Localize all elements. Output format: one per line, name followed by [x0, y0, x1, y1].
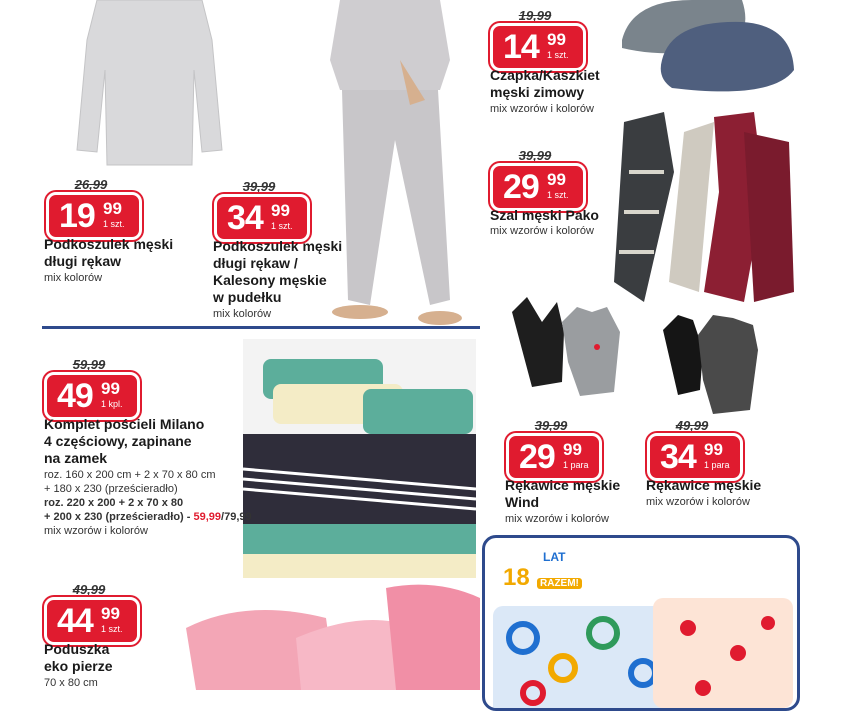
name-line: długi rękaw	[44, 253, 122, 269]
product-name-cap	[490, 67, 600, 101]
price-box	[490, 163, 586, 211]
product-note: mix wzorów i kolorów	[490, 225, 594, 237]
price-main: 14	[503, 28, 539, 66]
product-name-scarf	[490, 207, 599, 224]
old-price: 19,99	[518, 8, 552, 23]
note-line: roz. 160 x 200 cm + 2 x 70 x 80 cm	[44, 469, 216, 481]
caps-image	[612, 0, 802, 108]
price-cents: 99	[547, 30, 566, 49]
name-line: Rękawice męskie	[646, 477, 762, 493]
product-note: 70 x 80 cm	[44, 677, 98, 689]
price-main: 29	[503, 168, 539, 206]
name-line: Poduszka	[44, 641, 110, 657]
price-cents: 99	[271, 201, 290, 220]
price-unit: 1 szt.	[547, 50, 569, 60]
product-note: mix kolorów	[213, 308, 272, 320]
name-line: Szal męski Pako	[490, 207, 599, 223]
note-bold: roz. 220 x 200 + 2 x 70 x 80	[44, 497, 184, 509]
price-cents: 99	[101, 604, 120, 623]
product-notes-bedding	[44, 468, 252, 538]
price-cents: 99	[101, 379, 120, 398]
scarves-image	[604, 112, 804, 308]
note-line: + 200 x 230 (prześcieradło) - 59,99/79,99	[44, 511, 252, 523]
price-unit: 1 para	[563, 460, 589, 470]
note-line	[44, 496, 252, 510]
product-note: mix kolorów	[44, 272, 103, 284]
old-price: 26,99	[74, 177, 108, 192]
price-main: 49	[57, 377, 93, 415]
alt-price: 59,99	[193, 511, 222, 523]
price-box	[44, 597, 140, 645]
name-line: Rękawice męskie	[505, 477, 621, 493]
name-line: męski zimowy	[490, 84, 585, 100]
price-box	[647, 433, 743, 481]
price-cents: 99	[563, 440, 582, 459]
product-note: mix wzorów i kolorów	[490, 103, 594, 115]
note-line: + 180 x 230 (prześcieradło)	[44, 483, 178, 495]
price-main: 29	[519, 438, 555, 476]
price-box	[46, 192, 142, 240]
promo-panel	[482, 535, 800, 711]
alt-old-price: 79,99	[224, 511, 252, 523]
price-main: 44	[57, 602, 93, 640]
name-line: Podkoszulek męski	[213, 238, 343, 254]
price-unit: 1 szt.	[271, 221, 293, 231]
name-line: na zamek	[44, 450, 108, 466]
product-note: mix wzorów i kolorów	[505, 513, 609, 525]
badge-razem: RAZEM!	[537, 578, 582, 589]
badge-lat: LAT	[543, 550, 566, 564]
price-box	[490, 23, 586, 71]
product-note: mix wzorów i kolorów	[646, 496, 750, 508]
old-price: 49,99	[72, 582, 106, 597]
price-box	[506, 433, 602, 481]
price-unit: 1 kpl.	[101, 399, 123, 409]
price-main: 19	[59, 197, 95, 235]
note-line: mix wzorów i kolorów	[44, 525, 148, 537]
old-price: 39,99	[518, 148, 552, 163]
decor-pillows-image	[493, 598, 793, 708]
gloves-wind-image	[502, 292, 628, 396]
price-box	[44, 372, 140, 420]
price-cents: 99	[547, 170, 566, 189]
name-line: Czapka/Kaszkiet	[490, 67, 600, 83]
name-line: 4 częściowy, zapinane	[44, 433, 192, 449]
product-name-bedding	[44, 416, 204, 467]
undershirt-image	[62, 0, 237, 168]
note-bold: + 200 x 230 (prześcieradło) -	[44, 511, 191, 523]
old-price: 39,99	[242, 179, 276, 194]
price-box	[214, 194, 310, 242]
old-price: 59,99	[72, 357, 106, 372]
product-name-pillow	[44, 641, 112, 675]
product-name-undershirt	[44, 236, 173, 270]
name-line: Kalesony męskie	[213, 272, 327, 288]
old-price: 39,99	[534, 418, 568, 433]
price-cents: 99	[704, 440, 723, 459]
name-line: Podkoszulek męski	[44, 236, 174, 252]
pillows-image	[186, 578, 480, 690]
product-name-gloves	[646, 477, 761, 494]
name-line: w pudełku	[213, 289, 282, 305]
price-main: 34	[660, 438, 696, 476]
name-line: Komplet pościeli Milano	[44, 416, 205, 432]
gloves-image	[658, 310, 768, 414]
price-unit: 1 para	[704, 460, 730, 470]
bedding-image	[243, 339, 476, 578]
name-line: długi rękaw /	[213, 255, 298, 271]
section-divider	[42, 326, 480, 329]
price-unit: 1 szt.	[103, 219, 125, 229]
name-line: Wind	[505, 494, 540, 510]
product-name-gloves-wind	[505, 477, 620, 511]
price-main: 34	[227, 199, 263, 237]
price-cents: 99	[103, 199, 122, 218]
name-line: eko pierze	[44, 658, 113, 674]
old-price: 49,99	[675, 418, 709, 433]
product-name-longjohns	[213, 238, 342, 306]
price-unit: 1 szt.	[101, 624, 123, 634]
badge-number: 18	[503, 564, 530, 591]
price-unit: 1 szt.	[547, 190, 569, 200]
